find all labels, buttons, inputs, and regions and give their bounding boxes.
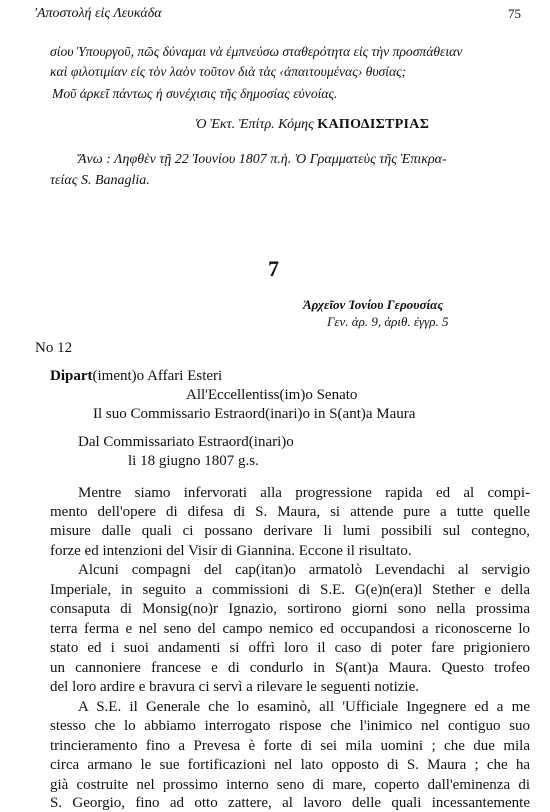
body-line: del loro ardire e bravura ci servì a rilevare le seguenti notizie.	[50, 679, 419, 695]
address-line-1-bold: Dipart	[50, 368, 93, 384]
greek-letter-line-1: σίου Ὑπουργοῦ, πῶς δύναμαι νὰ ἐμπνεύσω σταθερότητα εἰς τὴν προσπάθειαν	[50, 44, 463, 59]
body-line: S. Georgio, fino ad otto zattere, al lavoro delle quali incessantemente	[50, 795, 530, 811]
address-line-3: Il suo Commissario Estraord(inari)o in S(ant)a Maura	[93, 406, 416, 422]
body-line: A S.E. il Generale che lo esaminò, all 'Ufficiale Ingegnere ed a me	[78, 699, 530, 715]
address-line-1-rest: (iment)o Affari Esteri	[92, 368, 223, 384]
receipt-note-line-1: Ἄνω : Ληφθὲν τῇ 22 Ἰουνίου 1807 π.ἡ. Ὁ Γραμματεὺς τῆς Ἐπικρα-	[78, 152, 447, 167]
body-line: Alcuni compagni del cap(itan)o armatolò Levendachi al servigio	[78, 562, 530, 578]
body-line: un cannoniere francese e di condurlo in S(ant)a Maura. Questo trofeo	[50, 660, 530, 676]
address-line-2: All'Eccellentiss(im)o Senato	[186, 387, 358, 403]
archive-name: Ἀρχεῖον Ἰονίου Γερουσίας	[303, 297, 444, 312]
greek-letter-line-2: καὶ φιλοτιμίαν εἰς τὸν λαὸν τοῦτον διὰ τὰς ‹ἀπαιτουμένας› θυσίας;	[50, 64, 407, 79]
body-line: Mentre siamo infervorati alla progressione rapida ed al compi-	[78, 485, 530, 501]
signature-name: ΚΑΠΟΔΙΣΤΡΙΑΣ	[317, 117, 430, 132]
body-line: consaputa di Monsig(no)r Ignazio, sortirono giorni sono nella prossima	[50, 601, 530, 617]
body-line: già costruite nel prossimo interno seno di mare, coperto dall'eminenza di	[50, 777, 530, 793]
body-line: mento dell'opere di difesa di S. Maura, si attende pure a tutte quelle	[50, 504, 530, 520]
receipt-note-line-2: τείας S. Banaglia.	[50, 173, 150, 188]
body-line: forze ed intenzioni del Visir di Giannina. Eccone il risultato.	[50, 543, 412, 559]
signature	[195, 117, 429, 133]
body-line: misure dalle quali ci possano derivare li lumi possibili sul contegno,	[50, 523, 530, 539]
protocol-number: No 12	[35, 340, 73, 356]
running-title: 'Αποστολή εἰς Λευκάδα	[34, 6, 162, 21]
date-line-1: Dal Commissariato Estraord(inari)o	[78, 434, 294, 450]
body-line: stesso che lo abbiamo interrogato rispose che l'inimico nel contiguo suo	[50, 718, 530, 734]
greek-letter-line-3: Μοῦ ἀρκεῖ πάντως ἡ συνέχισις τῆς δημοσίας εὐνοίας.	[52, 86, 338, 101]
body-line: terra ferma e nel seno del campo nemico ed occupandosi a riconoscerne lo	[50, 621, 530, 637]
signature-prefix: Ὁ Ἐκτ. Ἐπίτρ. Κόμης	[195, 117, 318, 132]
page-number: 75	[508, 6, 521, 21]
date-line-2: li 18 giugno 1807 g.s.	[128, 453, 259, 469]
body-line: stato ed i suoi andamenti si offrì loro il caso di poter fare prigioniero	[50, 640, 530, 656]
document-number: 7	[268, 256, 279, 281]
body-line: Imperiale, in seguito a commissioni di S.E. G(e)n(era)l Stether e della	[50, 582, 530, 598]
address-line-1	[50, 368, 222, 385]
body-line: trincieramento fino a Prevesa è forte di sei mila uomini ; che due mila	[50, 738, 530, 754]
archive-reference: Γεν. ἀρ. 9, ἀριθ. ἐγγρ. 5	[327, 314, 449, 329]
body-line: circa armano le sue fortificazioni nel lato opposto di S. Maura ; che ha	[50, 757, 530, 773]
